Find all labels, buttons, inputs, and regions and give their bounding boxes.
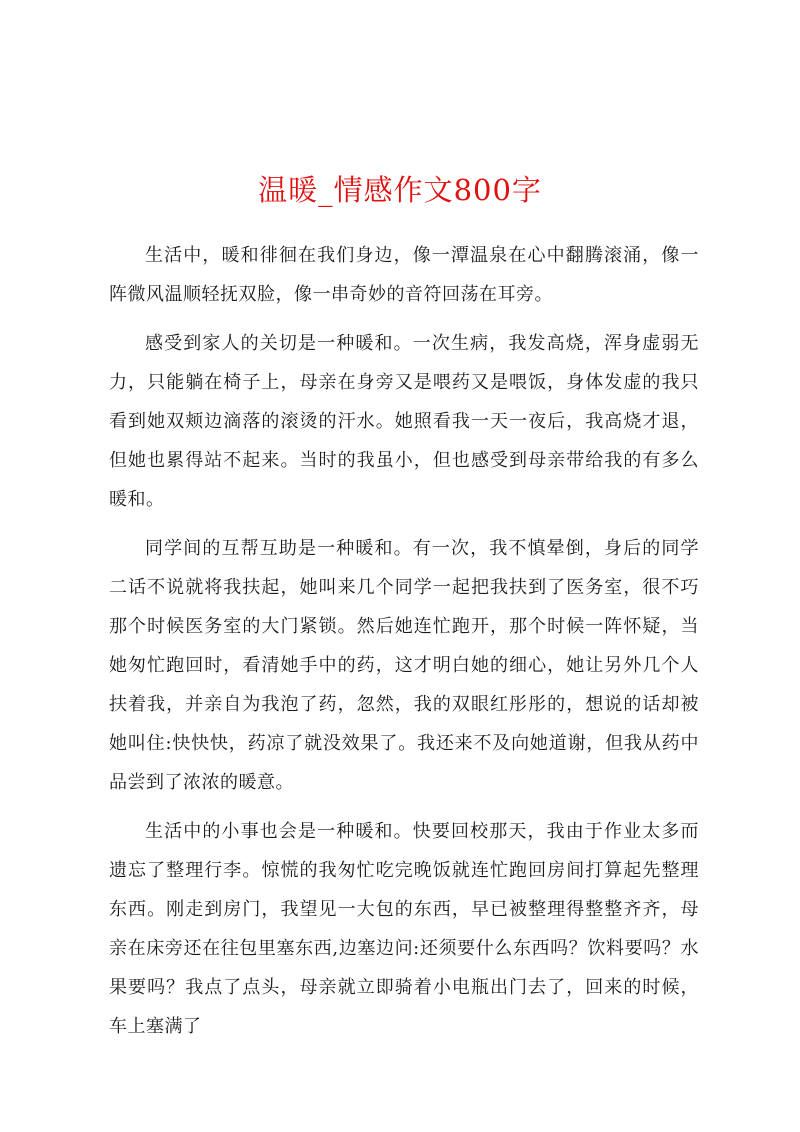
document-body — [109, 236, 699, 1056]
paragraph-small-things: 生活中的小事也会是一种暖和。快要回校那天，我由于作业太多而遗忘了整理行李。惊慌的我匆忙吃完晚饭就连忙跑回房间打算起先整理东西。刚走到房门，我望见一大包的东西，早已被整理得整整齐齐，母亲在床旁还在往包里塞东西,边塞边问:还须要什么东西吗？饮料要吗？水果要吗？我点了点头，母亲就立即骑着小电瓶出门去了，回来的时候，车上塞满了 — [109, 821, 699, 1037]
paragraph-classmates: 同学间的互帮互助是一种暖和。有一次，我不慎晕倒，身后的同学二话不说就将我扶起，她叫来几个同学一起把我扶到了医务室，很不巧那个时候医务室的大门紧锁。然后她连忙跑开，那个时候一阵怀疑，当她匆忙跑回时，看清她手中的药，这才明白她的细心，她让另外几个人扶着我，并亲自为我泡了药，忽然，我的双眼红彤彤的，想说的话却被她叫住:快快快，药凉了就没效果了。我还来不及向她道谢，但我从药中品尝到了浓浓的暖意。 — [109, 538, 699, 793]
paragraph-family: 感受到家人的关切是一种暖和。一次生病，我发高烧，浑身虚弱无力，只能躺在椅子上，母亲在身旁又是喂药又是喂饭，身体发虚的我只看到她双颊边滴落的滚烫的汗水。她照看我一天一夜后，我高烧才退，但她也累得站不起来。当时的我虽小，但也感受到母亲带给我的有多么暖和。 — [109, 333, 699, 510]
paragraph-intro: 生活中，暖和徘徊在我们身边，像一潭温泉在心中翻腾滚涌，像一阵微风温顺轻抚双脸，像一串奇妙的音符回荡在耳旁。 — [109, 245, 699, 305]
document-title: 温暖_情感作文800字 — [258, 173, 542, 207]
